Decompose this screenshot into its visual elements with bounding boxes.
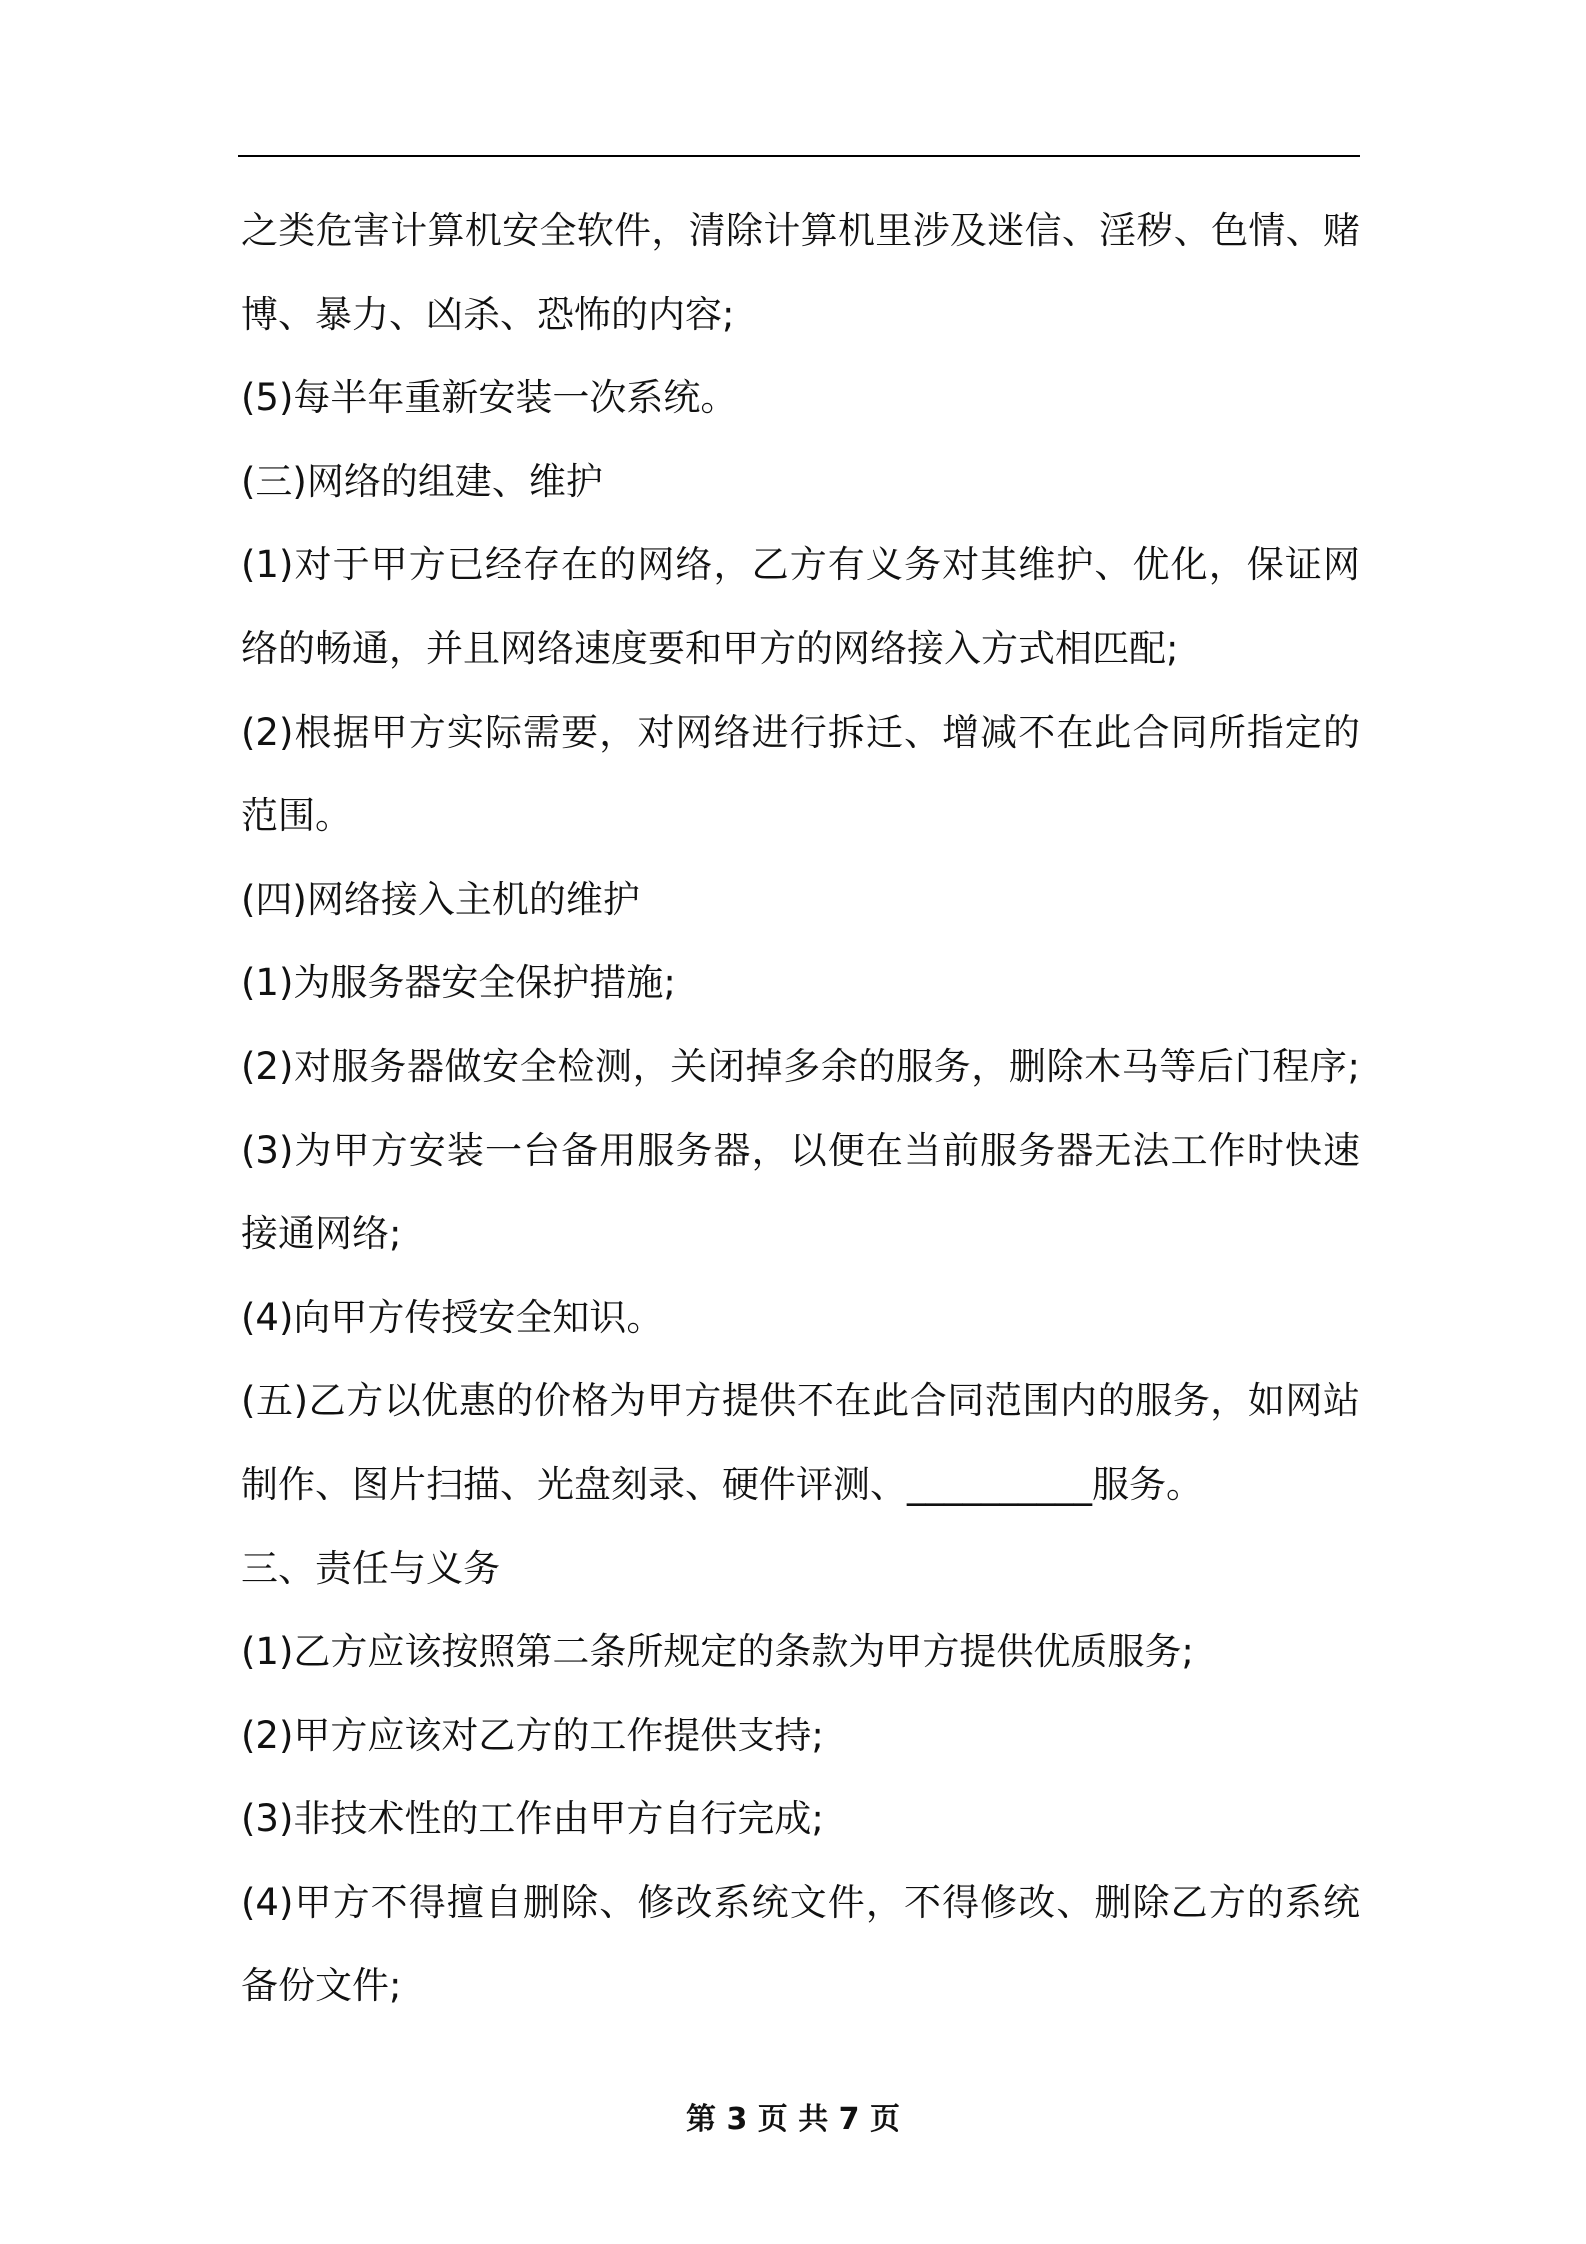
text-line: (三)网络的组建、维护 — [241, 459, 603, 503]
list-item — [241, 1276, 1360, 1360]
subsection-heading — [241, 440, 1360, 524]
subsection-heading — [241, 858, 1360, 942]
list-item — [241, 1777, 1360, 1861]
text-line: (5)每半年重新安装一次系统。 — [241, 376, 738, 420]
list-item — [241, 691, 1360, 858]
text-line: 制作、图片扫描、光盘刻录、硬件评测、__________服务。 — [241, 1462, 1203, 1506]
text-line: 范围。 — [241, 794, 352, 838]
text-line: (4)向甲方传授安全知识。 — [241, 1295, 664, 1339]
list-item — [241, 1861, 1360, 2028]
list-item — [241, 941, 1360, 1025]
header-rule — [238, 155, 1360, 157]
text-line: (3)非技术性的工作由甲方自行完成; — [241, 1797, 824, 1841]
list-item — [241, 1109, 1360, 1276]
list-item — [241, 1025, 1360, 1109]
text-line: (四)网络接入主机的维护 — [241, 877, 640, 921]
list-item — [241, 523, 1360, 690]
text-line: 之类危害计算机安全软件，清除计算机里涉及迷信、淫秽、色情、赌 — [241, 209, 1360, 252]
text-line: 三、责任与义务 — [241, 1546, 500, 1590]
text-line: 接通网络; — [241, 1212, 402, 1256]
subsection-item — [241, 1359, 1360, 1526]
section-heading — [241, 1527, 1360, 1611]
text-line: (2)甲方应该对乙方的工作提供支持; — [241, 1713, 824, 1757]
paragraph-continuation — [241, 189, 1360, 356]
list-item — [241, 1610, 1360, 1694]
text-line: (4)甲方不得擅自删除、修改系统文件，不得修改、删除乙方的系统 — [241, 1880, 1360, 1924]
list-item — [241, 356, 1360, 440]
text-line: (2)对服务器做安全检测，关闭掉多余的服务，删除木马等后门程序; — [241, 1044, 1360, 1088]
text-line: (3)为甲方安装一台备用服务器，以便在当前服务器无法工作时快速 — [241, 1128, 1360, 1172]
text-line: (五)乙方以优惠的价格为甲方提供不在此合同范围内的服务，如网站 — [241, 1379, 1360, 1423]
document-body — [241, 189, 1360, 2028]
text-line: 博、暴力、凶杀、恐怖的内容; — [241, 292, 735, 336]
list-item — [241, 1694, 1360, 1778]
text-line: (1)对于甲方已经存在的网络，乙方有义务对其维护、优化，保证网 — [241, 543, 1360, 587]
page-footer: 第 3 页 共 7 页 — [686, 2102, 900, 2137]
text-line: 备份文件; — [241, 1964, 402, 2008]
text-line: (1)为服务器安全保护措施; — [241, 961, 676, 1005]
text-line: (2)根据甲方实际需要，对网络进行拆迁、增减不在此合同所指定的 — [241, 710, 1360, 754]
text-line: 络的畅通，并且网络速度要和甲方的网络接入方式相匹配; — [241, 626, 1179, 670]
text-line: (1)乙方应该按照第二条所规定的条款为甲方提供优质服务; — [241, 1630, 1194, 1674]
